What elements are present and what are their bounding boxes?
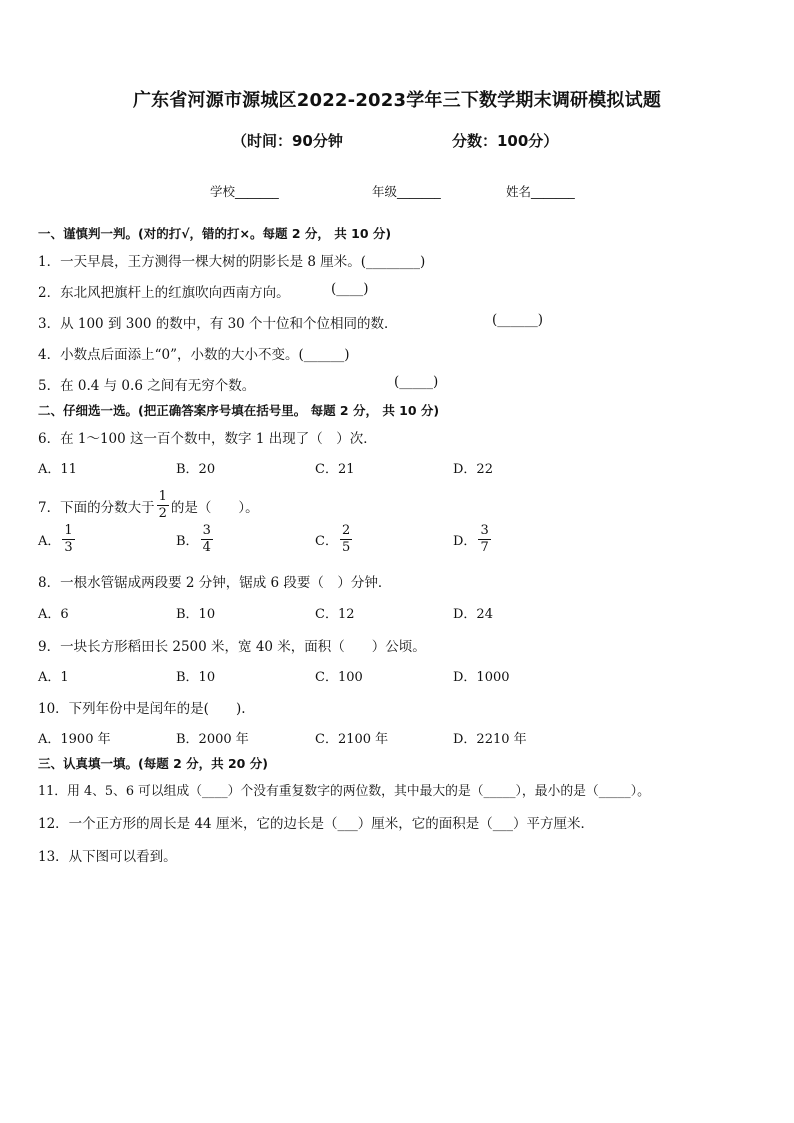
q8-option-d: D．24 [453,607,493,622]
exam-time: （时间：90分钟 [232,132,343,150]
q9-option-d: D．1000 [453,670,510,685]
section-1-heading: 一、谨慎判一判。(对的打√，错的打×。每题 2 分， 共 10 分) [38,226,392,241]
name-field: 姓名_______ [506,184,575,199]
q7-fraction-half [157,490,169,521]
school-field: 学校_______ [210,184,279,199]
q7-text-before: 7．下面的分数大于 [38,499,155,516]
q7-text-after: 的是（ ）。 [170,499,259,516]
q7-option-a [38,524,77,555]
q9-option-c: C．100 [315,670,363,685]
q6-option-c: C．21 [315,462,355,477]
question-8: 8．一根水管锯成两段要 2 分钟，锯成 6 段要（ ）分钟． [38,575,392,591]
fraction-denominator: 4 [202,540,211,555]
fraction-denominator: 3 [64,540,73,555]
fraction-numerator: 1 [158,489,167,504]
fraction-numerator: 1 [64,523,73,538]
q9-option-a: A．1 [38,670,69,685]
fraction-denominator: 2 [158,506,167,521]
section-2-heading: 二、仔细选一选。(把正确答案序号填在括号里。 每题 2 分， 共 10 分) [38,403,440,418]
q10-option-c: C．2100 年 [315,732,389,747]
q7-option-d [453,524,493,555]
option-letter: A． [38,534,61,549]
q8-option-a: A．6 [38,607,69,622]
q6-option-a: A．11 [38,462,77,477]
fraction-denominator: 5 [341,540,351,555]
question-5-blank: (_____) [394,374,439,390]
q9-option-b: B．10 [176,670,216,685]
grade-field: 年级_______ [372,184,441,199]
question-2: 2．东北风把旗杆上的红旗吹向西南方向。 [38,285,290,301]
option-letter: B． [176,534,199,549]
question-13: 13．从下图可以看到。 [38,849,177,865]
option-letter: C． [315,534,338,549]
question-5: 5．在 0.4 与 0.6 之间有无穷个数。 [38,378,256,394]
question-3-blank: (______) [492,312,544,328]
q6-option-b: B．20 [176,462,216,477]
question-3: 3．从 100 到 300 的数中，有 30 个十位和个位相同的数． [38,316,398,332]
question-6: 6．在 1～100 这一百个数中，数字 1 出现了（ ）次． [38,431,377,447]
question-1: 1．一天早晨，王方测得一棵大树的阴影长是 8 厘米。(________) [38,254,426,270]
section-3-heading: 三、认真填一填。(每题 2 分，共 20 分) [38,756,268,771]
fraction-numerator: 2 [341,523,351,538]
page-title: 广东省河源市源城区2022-2023学年三下数学期末调研模拟试题 [132,90,662,111]
q7-option-b [176,524,215,555]
q8-option-b: B．10 [176,607,216,622]
fraction-numerator: 3 [202,523,211,538]
question-12: 12．一个正方形的周长是 44 厘米，它的边长是（___）厘米，它的面积是（___）平方厘米． [38,816,594,832]
question-2-blank: (____) [331,281,369,297]
q7-option-c [315,524,354,555]
exam-score: 分数：100分） [452,132,559,150]
fraction-denominator: 7 [480,540,489,555]
question-4: 4．小数点后面添上“0”，小数的大小不变。(______) [38,347,350,363]
question-9: 9．一块长方形稻田长 2500 米，宽 40 米，面积（ ）公顷。 [38,639,426,655]
option-fraction [201,524,213,555]
option-fraction [340,524,352,555]
q10-option-d: D．2210 年 [453,732,527,747]
question-7 [38,490,259,521]
question-11: 11．用 4、5、6 可以组成（____）个没有重复数字的两位数，其中最大的是（_____），最小的是（_____）。 [38,784,650,799]
option-letter: D． [453,534,477,549]
fraction-numerator: 3 [480,523,489,538]
option-fraction [62,524,74,555]
q10-option-b: B．2000 年 [176,732,249,747]
question-10: 10．下列年份中是闰年的是( ). [38,701,246,717]
q10-option-a: A．1900 年 [38,732,111,747]
q8-option-c: C．12 [315,607,355,622]
q6-option-d: D．22 [453,462,493,477]
option-fraction [478,524,490,555]
